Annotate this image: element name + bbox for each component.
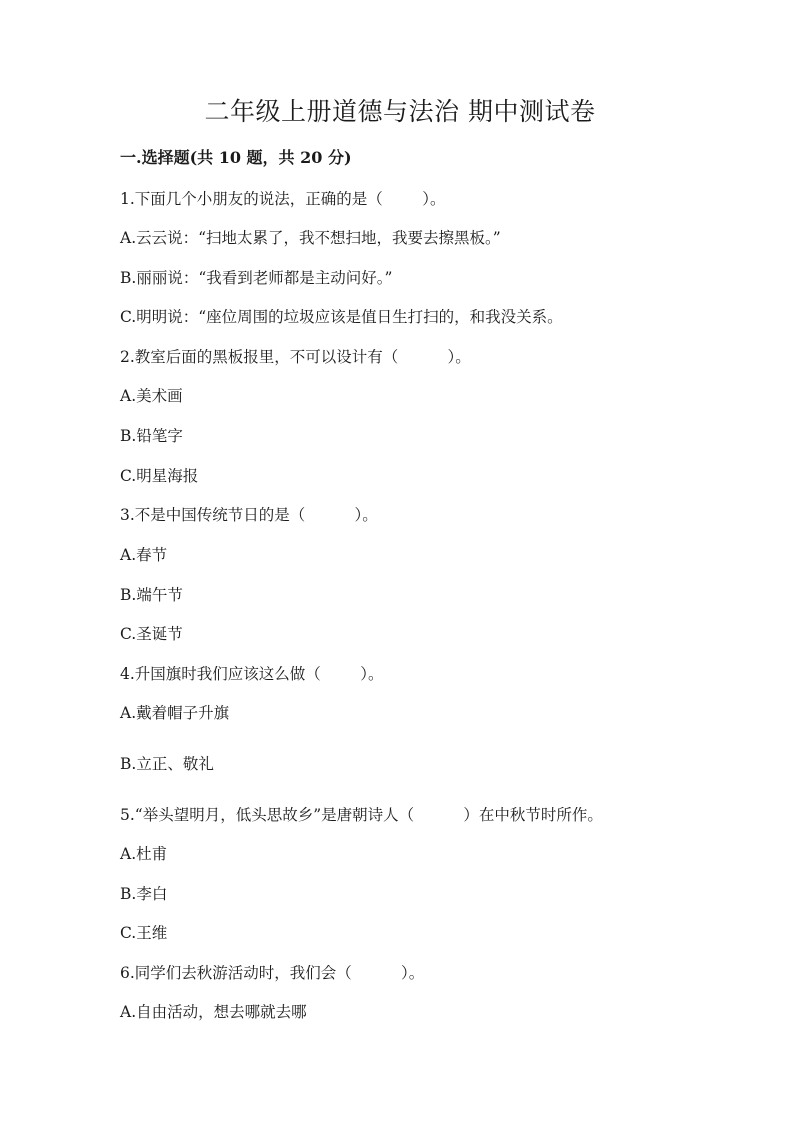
question-2-option-b: B.铅笔字 <box>120 427 183 445</box>
question-5-stem: 5.“举头望明月，低头思故乡”是唐朝诗人（ ）在中秋节时所作。 <box>120 806 603 824</box>
question-2-option-a: A.美术画 <box>120 387 183 405</box>
question-1-option-a: A.云云说：“扫地太累了，我不想扫地，我要去擦黑板。” <box>120 229 501 247</box>
question-1-stem: 1.下面几个小朋友的说法，正确的是（ ）。 <box>120 190 446 208</box>
page-title: 二年级上册道德与法治 期中测试卷 <box>204 97 596 126</box>
question-3-option-a: A.春节 <box>120 546 168 564</box>
question-2-option-c: C.明星海报 <box>120 467 199 485</box>
question-5-option-c: C.王维 <box>120 924 168 942</box>
question-3-option-b: B.端午节 <box>120 586 183 604</box>
question-3-stem: 3.不是中国传统节日的是（ ）。 <box>120 506 378 524</box>
question-1-option-c: C.明明说：“座位周围的垃圾应该是值日生打扫的，和我没关系。 <box>120 308 563 326</box>
section-heading: 一.选择题(共 10 题，共 20 分) <box>120 148 352 167</box>
question-6-stem: 6.同学们去秋游活动时，我们会（ ）。 <box>120 964 425 982</box>
question-5-option-b: B.李白 <box>120 885 168 903</box>
question-4-option-a: A.戴着帽子升旗 <box>120 704 230 722</box>
question-1-option-b: B.丽丽说：“我看到老师都是主动问好。” <box>120 269 393 287</box>
question-3-option-c: C.圣诞节 <box>120 625 183 643</box>
question-4-option-b: B.立正、敬礼 <box>120 755 214 773</box>
question-5-option-a: A.杜甫 <box>120 845 168 863</box>
question-2-stem: 2.教室后面的黑板报里，不可以设计有（ ）。 <box>120 348 471 366</box>
question-6-option-a: A.自由活动，想去哪就去哪 <box>120 1003 307 1021</box>
question-4-stem: 4.升国旗时我们应该这么做（ ）。 <box>120 665 384 683</box>
